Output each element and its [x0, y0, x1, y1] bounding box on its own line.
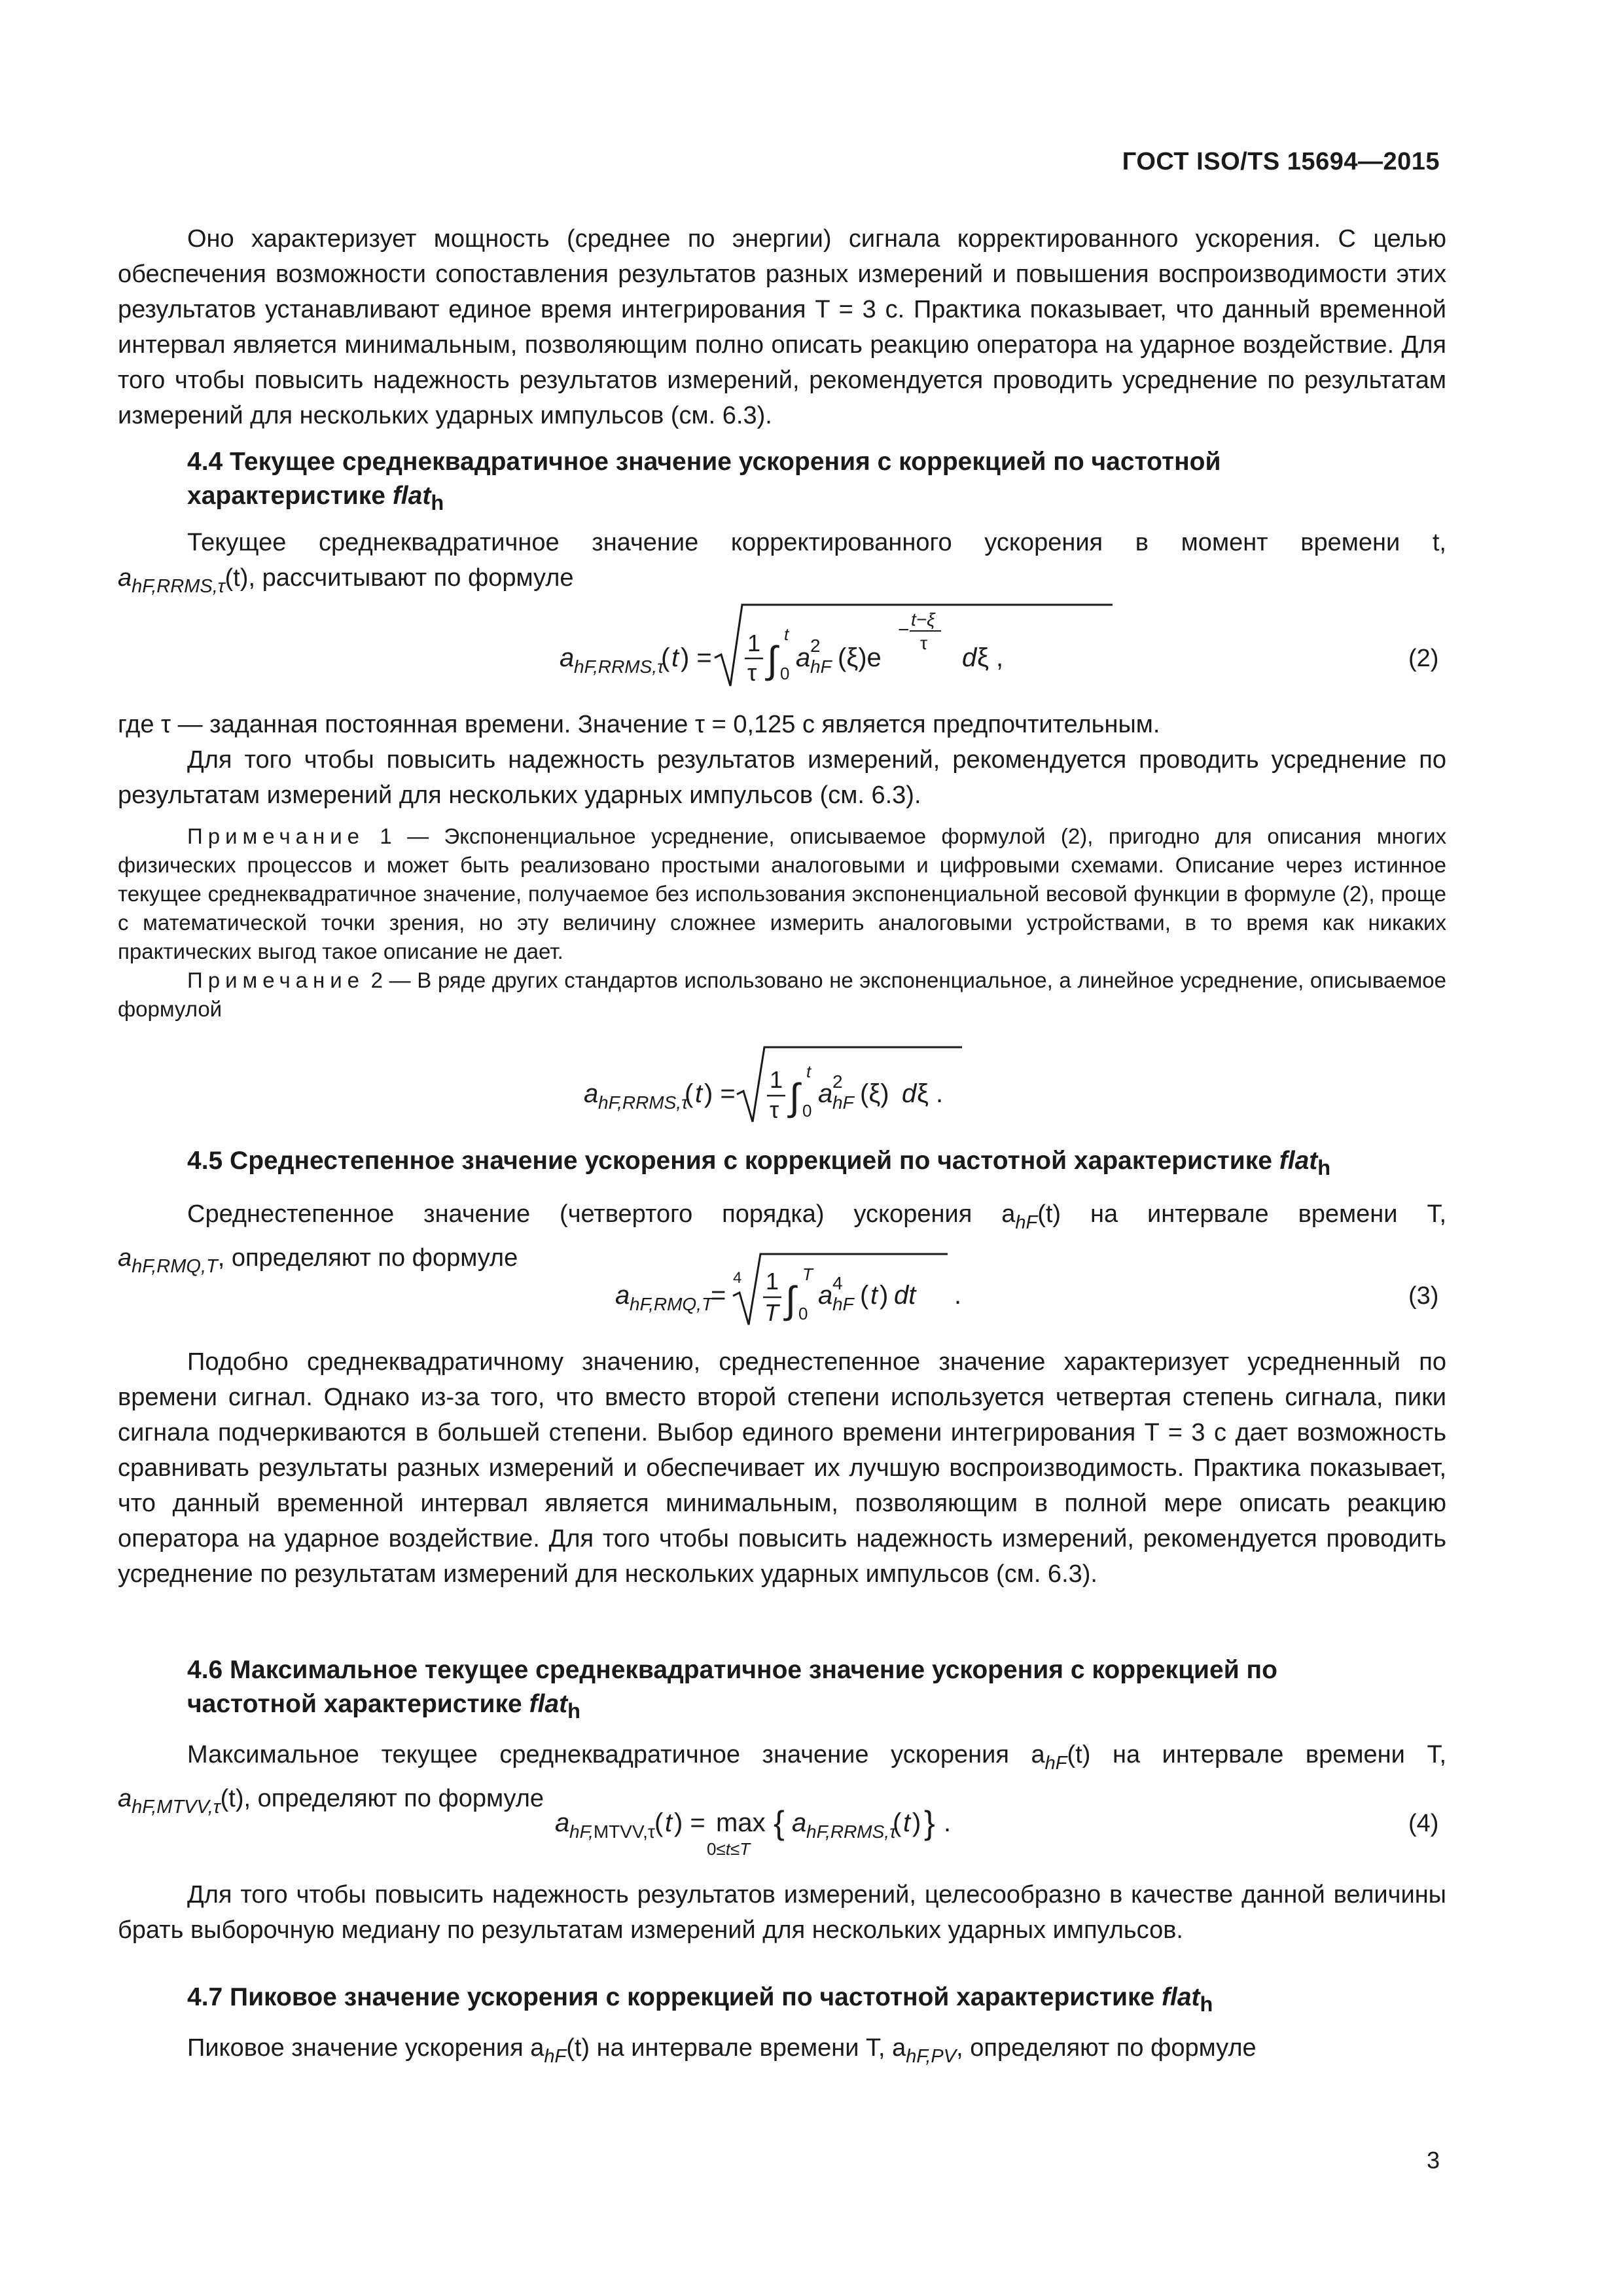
svg-text:max: max	[716, 1808, 766, 1837]
svg-text:hF,RRMS,τ: hF,RRMS,τ	[574, 656, 664, 677]
svg-text:a: a	[792, 1808, 807, 1837]
svg-text:d: d	[962, 643, 977, 672]
section-4-5-para1-line1: Среднестепенное значение (четвертого порядка) ускорения $a_{hF}(t)$ на интервале времени T,	[187, 1200, 1446, 1233]
svg-text:t: t	[806, 1062, 812, 1081]
intro-block	[118, 221, 1446, 433]
svg-text:) =: ) =	[704, 1079, 736, 1108]
equation-3-number: (3)	[1408, 1282, 1439, 1310]
svg-text:2: 2	[810, 636, 821, 656]
svg-text:) =: ) =	[674, 1808, 705, 1837]
section-4-5-title: 4.5 Среднестепенное значение ускорения с коррекцией по частотной характеристике flat$_h$	[187, 1147, 1331, 1179]
svg-text:(: (	[654, 1808, 664, 1837]
equation-4	[118, 1799, 1446, 1864]
svg-text:τ: τ	[770, 1096, 779, 1123]
svg-text:=: =	[711, 1281, 726, 1310]
svg-text:t−ξ: t−ξ	[911, 609, 935, 630]
section-4-7-title: 4.7 Пиковое значение ускорения с коррекцией по частотной характеристике flat$_h$	[187, 1983, 1213, 2016]
section-4-5-para1-line2: $a_{hF,RMQ,T}$, определяют по формуле	[118, 1244, 518, 1277]
svg-text:hF: hF	[810, 656, 832, 677]
svg-text:a: a	[555, 1808, 570, 1837]
equation-note-2	[118, 1039, 1446, 1131]
svg-text:.: .	[954, 1281, 962, 1310]
tau-definition: где τ — заданная постоянная времени. Значение τ = 0,125 с является предпочтительным.	[118, 711, 1160, 738]
svg-text:(ξ)e: (ξ)e	[838, 643, 882, 672]
svg-text:T: T	[802, 1265, 813, 1284]
svg-text:ξ ,: ξ ,	[977, 643, 1004, 672]
equation-note-2-formula	[118, 1039, 1446, 1131]
svg-text:a: a	[560, 643, 575, 672]
svg-text:hF: hF	[832, 1294, 854, 1314]
svg-text:a: a	[818, 1079, 833, 1108]
svg-text:1: 1	[770, 1066, 783, 1093]
section-4-6-para2: Для того чтобы повысить надежность результатов измерений, целесообразно в качестве данной величины брать выборочную медиану по результатам измерений для нескольких ударных импульсов.	[118, 1881, 1446, 1944]
svg-text:1: 1	[747, 630, 761, 656]
section-4-4-para1-line1: Текущее среднеквадратичное значение корректированного ускорения в момент времени t,	[187, 528, 1446, 556]
svg-text:t: t	[665, 1808, 673, 1837]
svg-text:) =: ) =	[681, 643, 712, 672]
svg-text:a: a	[615, 1281, 630, 1310]
svg-text:(: (	[860, 1281, 869, 1310]
svg-text:a: a	[796, 643, 811, 672]
svg-text:τ: τ	[920, 633, 928, 653]
svg-text:): )	[912, 1808, 921, 1837]
svg-text:0: 0	[802, 1101, 812, 1121]
equation-2-number: (2)	[1408, 645, 1439, 672]
svg-text:hF,RRMS,τ: hF,RRMS,τ	[806, 1821, 897, 1842]
svg-text:4: 4	[832, 1273, 843, 1293]
section-4-5-body	[118, 1344, 1446, 1592]
svg-text:0≤t≤T: 0≤t≤T	[707, 1839, 751, 1859]
section-4-4-para2: Для того чтобы повысить надежность результатов измерений, рекомендуется проводить усреднение по результатам измерений для нескольких ударных импульсов (см. 6.3).	[118, 746, 1446, 809]
intro-paragraph: Оно характеризует мощность (среднее по энергии) сигнала корректированного ускорения. С целью обеспечения возможности сопоставления результатов разных измерений и повышения воспроизводимости этих результатов устанавливают единое время интегрирования T = 3 с. Практика показывает, что данный временной интервал является минимальным, позволяющим полно описать реакцию оператора на ударное воздействие. Для того чтобы повысить надежность результатов измерений, рекомендуется проводить усреднение по результатам измерений для нескольких ударных импульсов (см. 6.3).	[118, 225, 1446, 429]
svg-text:0: 0	[780, 664, 790, 683]
svg-text:.: .	[944, 1808, 952, 1837]
equation-2	[118, 589, 1446, 700]
svg-text:t: t	[903, 1808, 911, 1837]
svg-text:(: (	[661, 643, 670, 672]
svg-text:1: 1	[766, 1268, 779, 1295]
svg-text:∫: ∫	[789, 1076, 800, 1119]
svg-text:hF: hF	[832, 1092, 854, 1113]
section-4-6-para1-line2: $a_{hF,MTVV,\tau}(t)$, определяют по формуле	[118, 1784, 544, 1818]
svg-text:−: −	[898, 619, 910, 641]
section-4-7	[118, 1981, 1446, 2074]
svg-text:t: t	[870, 1281, 878, 1310]
svg-text:hF,RMQ,T: hF,RMQ,T	[630, 1294, 713, 1314]
svg-text:∫: ∫	[767, 639, 777, 681]
svg-text:a: a	[584, 1079, 599, 1108]
svg-text:4: 4	[733, 1269, 742, 1287]
equation-4-formula	[118, 1799, 1446, 1864]
svg-text:T: T	[764, 1299, 779, 1326]
svg-text:0: 0	[798, 1304, 808, 1323]
svg-text:t: t	[695, 1079, 703, 1108]
note-1: Примечание 1 — Экспоненциальное усреднение, описываемое формулой (2), пригодно для описания многих физических процессов и может быть реализовано простыми аналоговыми и цифровыми схемами. Описание через истинное текущее среднеквадратичное значение, получаемое без использования экспоненциальной весовой функции в формуле (2), проще с математической точки зрения, но эту величину сложнее измерить аналоговыми устройствами, в то время как никаких практических выгод такое описание не дает.	[118, 824, 1446, 963]
section-4-4	[118, 445, 1446, 604]
svg-text:(: (	[685, 1079, 694, 1108]
section-4-7-para1: Пиковое значение ускорения $a_{hF}(t)$ на интервале времени T, $a_{hF,PV}$, определяют по формуле	[187, 2034, 1257, 2067]
document-header: ГОСТ ISO/TS 15694—2015	[1122, 148, 1440, 175]
section-4-4-para1-line2: $a_{hF,RRMS,\tau}(t)$, рассчитывают по формуле	[118, 564, 574, 597]
svg-text:t: t	[671, 643, 679, 672]
equation-2-formula	[118, 589, 1446, 700]
svg-text:{: {	[774, 1804, 785, 1841]
svg-text:(: (	[893, 1808, 902, 1837]
svg-text:d: d	[902, 1079, 917, 1108]
section-4-6-para1-line1: Максимальное текущее среднеквадратичное значение ускорения $a_{hF}(t)$ на интервале времени T,	[187, 1740, 1447, 1774]
svg-text:t: t	[784, 624, 789, 644]
note-2: Примечание 2 — В ряде других стандартов использовано не экспоненциальное, а линейное усреднение, описываемое формулой	[118, 968, 1446, 1021]
svg-text:a: a	[818, 1281, 833, 1310]
svg-text:ξ .: ξ .	[917, 1079, 944, 1108]
svg-text:): )	[880, 1281, 889, 1310]
svg-text:∫: ∫	[785, 1279, 796, 1321]
section-4-4-body	[118, 707, 1446, 1024]
equation-3	[118, 1249, 1446, 1334]
section-4-6-body	[118, 1877, 1446, 1948]
svg-text:hF,RRMS,τ: hF,RRMS,τ	[598, 1092, 688, 1113]
svg-text:(ξ): (ξ)	[860, 1079, 889, 1108]
svg-text:2: 2	[832, 1071, 843, 1092]
section-4-4-title: 4.4 Текущее среднеквадратичное значение ускорения с коррекцией по частотной характеристике flat$_h$	[187, 448, 1221, 514]
section-4-6-title: 4.6 Максимальное текущее среднеквадратичное значение ускорения с коррекцией по частотной характеристике flat$_h$	[187, 1656, 1277, 1723]
svg-text:hF,MTVV,τ: hF,MTVV,τ	[569, 1821, 655, 1842]
page-number: 3	[1426, 2147, 1440, 2174]
equation-3-formula	[118, 1249, 1446, 1334]
section-4-5-para2: Подобно среднеквадратичному значению, среднестепенное значение характеризует усредненный по времени сигнал. Однако из-за того, что вместо второй степени используется четвертая степень сигнала, пики сигнала подчеркиваются в большей степени. Выбор единого времени интегрирования T = 3 с дает возможность сравнивать результаты разных измерений и обеспечивает их лучшую воспроизводимость. Практика показывает, что данный временной интервал является минимальным, позволяющим в полной мере описать реакцию оператора на ударное воздействие. Для того чтобы повысить надежность измерений, рекомендуется проводить усреднение по результатам измерений для нескольких ударных импульсов (см. 6.3).	[118, 1348, 1446, 1588]
equation-4-number: (4)	[1408, 1810, 1439, 1837]
svg-text:dt: dt	[894, 1281, 916, 1310]
svg-text:τ: τ	[747, 659, 757, 686]
svg-text:}: }	[924, 1804, 935, 1841]
